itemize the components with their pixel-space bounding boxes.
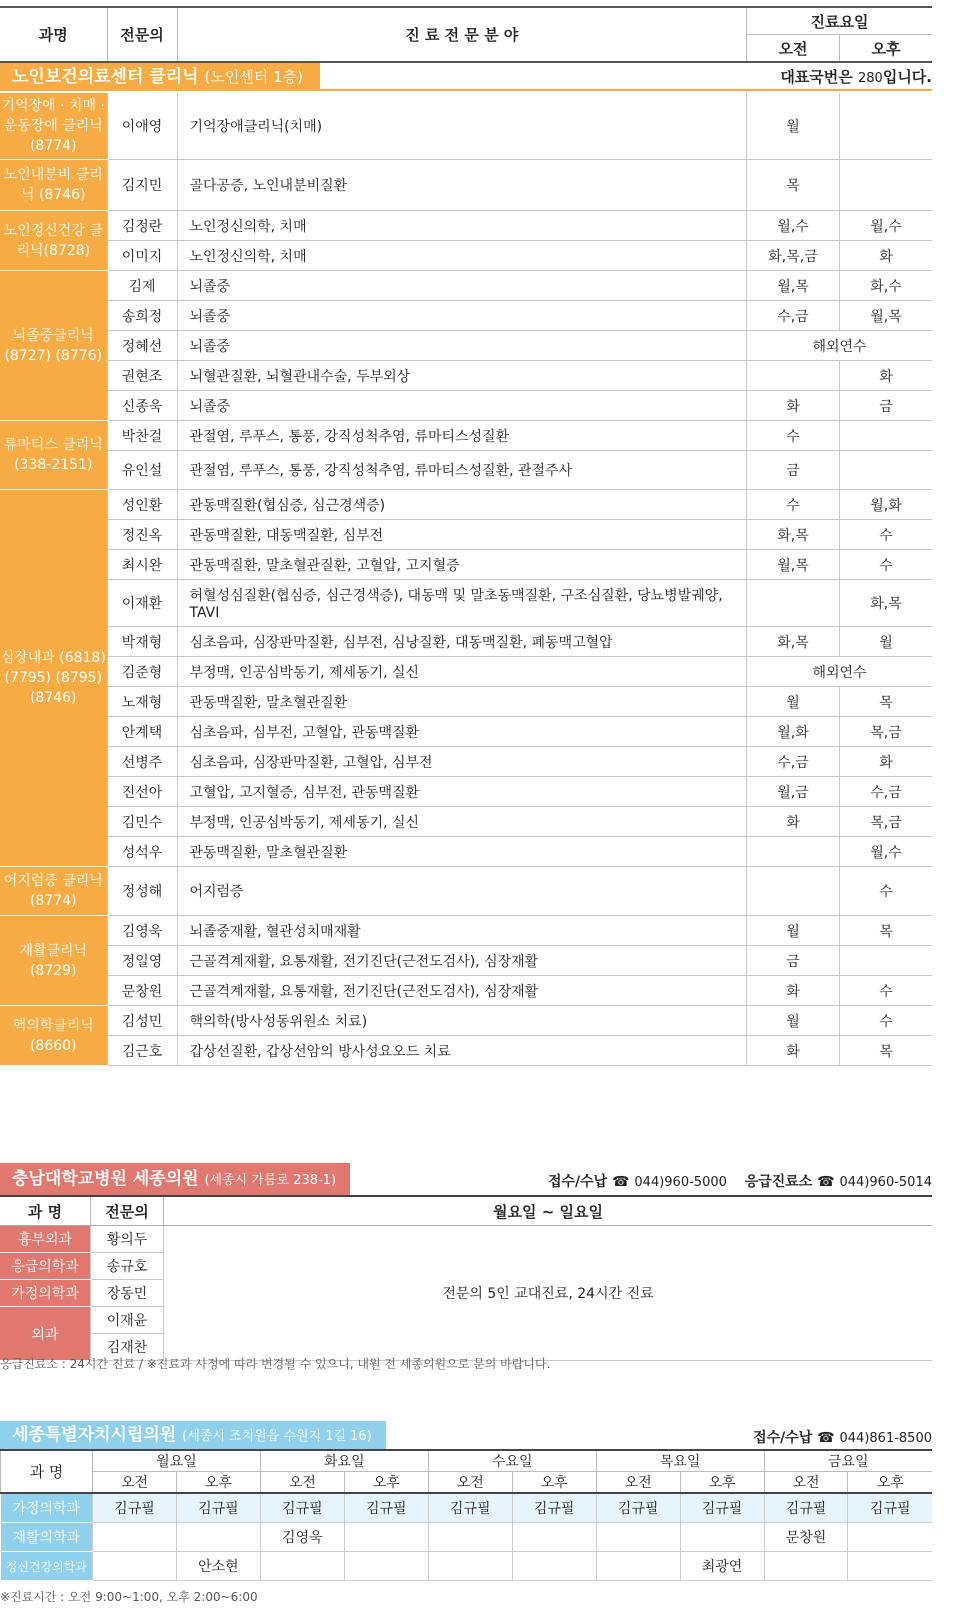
specialty-field: 노인정신의학, 치매 [177, 241, 747, 271]
days-header: 진료요일 [747, 7, 933, 35]
doctor-name [512, 1523, 596, 1552]
day-header: 화요일 [260, 1450, 428, 1472]
pm-header: 오후 [176, 1472, 260, 1494]
pm-days: 목 [840, 687, 933, 717]
clinic-name: 노인정신건강 클리닉(8728) [0, 211, 107, 271]
schedule-row [0, 807, 932, 837]
schedule-row [0, 837, 932, 867]
geriatric-section-header [0, 63, 932, 91]
emergency-label: 응급진료소 ☎ [744, 1174, 840, 1190]
representative-number [780, 63, 932, 93]
doctor-name: 김규필 [428, 1493, 512, 1523]
section-title: 노인보건의료센터 클리닉 [12, 67, 199, 87]
pm-days: 월 [840, 627, 933, 657]
am-days: 수 [747, 490, 840, 520]
doctor-name [764, 1552, 848, 1581]
doctor-name [344, 1552, 428, 1581]
pm-days: 월,수 [840, 837, 933, 867]
am-header: 오전 [764, 1472, 848, 1494]
doctor-name: 노재형 [107, 687, 177, 717]
am-header: 오전 [260, 1472, 344, 1494]
schedule-row [0, 627, 932, 657]
am-days: 월 [747, 687, 840, 717]
section3-title: 세종특별자치시립의원 [12, 1425, 177, 1445]
doctor-name [428, 1552, 512, 1581]
reception-label: 접수/수납 ☎ [753, 1430, 840, 1446]
am-days: 월,화 [747, 717, 840, 747]
pm-days: 목,금 [840, 807, 933, 837]
am-days: 수,금 [747, 747, 840, 777]
pm-days: 수 [840, 550, 933, 580]
pm-days: 수 [840, 1006, 933, 1036]
section3-title-band [0, 1421, 386, 1449]
doctor-name: 김규필 [176, 1493, 260, 1523]
schedule-row [0, 976, 932, 1006]
pm-days: 화,목 [840, 580, 933, 627]
doctor-name: 안계택 [107, 717, 177, 747]
section2-footnote: 응급진료소 : 24시간 진료 / ※진료과 사정에 따라 변경될 수 있으니, 내원 전 세종의원으로 문의 바랍니다. [0, 1357, 551, 1371]
pm-days: 화 [840, 361, 933, 391]
doctor-name: 문창원 [107, 976, 177, 1006]
section-subtitle: (노인센터 1층) [204, 68, 303, 86]
day-header: 목요일 [596, 1450, 764, 1472]
doctor-name: 김규필 [512, 1493, 596, 1523]
rep-num: 280 [858, 71, 883, 86]
am-days: 화 [747, 807, 840, 837]
am-days: 수 [747, 421, 840, 451]
pm-days [840, 160, 933, 211]
schedule-row [0, 421, 932, 451]
doctor-name: 황의두 [91, 1226, 164, 1253]
clinic-name: 재활클리닉 (8729) [0, 916, 107, 1006]
clinic-name: 어지럼증 클리닉(8774) [0, 867, 107, 916]
schedule-row [0, 550, 932, 580]
field-header: 진 료 전 문 분 야 [177, 7, 747, 62]
day-header: 월요일 [93, 1450, 261, 1472]
rep-prefix: 대표국번은 [780, 68, 858, 86]
doctor-name: 김민수 [107, 807, 177, 837]
specialty-field: 골다공증, 노인내분비질환 [177, 160, 747, 211]
schedule-row [0, 520, 932, 550]
doctor-name: 정진옥 [107, 520, 177, 550]
department-name: 정신건강의학과 [1, 1552, 93, 1581]
city-clinic-table [0, 1449, 932, 1581]
am-days: 월,금 [747, 777, 840, 807]
schedule-row [0, 777, 932, 807]
schedule-row [0, 331, 932, 361]
doctor-name: 박재형 [107, 627, 177, 657]
specialty-field: 관절염, 루푸스, 통풍, 강직성척추염, 류마티스성질환 [177, 421, 747, 451]
pm-days: 월,목 [840, 301, 933, 331]
dept-header: 과명 [0, 7, 107, 62]
doctor-name: 장동민 [91, 1280, 164, 1307]
specialty-field: 뇌혈관질환, 뇌혈관내수술, 두부외상 [177, 361, 747, 391]
am-days: 월,목 [747, 550, 840, 580]
schedule-row [0, 687, 932, 717]
doctor-name [680, 1523, 764, 1552]
doctor-header: 전문의 [107, 7, 177, 62]
day-header: 금요일 [764, 1450, 932, 1472]
doctor-name [596, 1552, 680, 1581]
pm-header: 오후 [680, 1472, 764, 1494]
doctor-name: 정일영 [107, 946, 177, 976]
section2-contact [548, 1171, 932, 1191]
doctor-name: 김지민 [107, 160, 177, 211]
specialty-field: 뇌졸중 [177, 271, 747, 301]
schedule-row [1, 1552, 933, 1581]
section3-footnote: ※진료시간 : 오전 9:00~1:00, 오후 2:00~6:00 [0, 1590, 258, 1604]
doctor-name [848, 1523, 932, 1552]
am-days: 화 [747, 1036, 840, 1066]
doctor-name: 이미지 [107, 241, 177, 271]
reception-number: 044)960-5000 [634, 1175, 727, 1190]
am-header: 오전 [428, 1472, 512, 1494]
doctor-name: 유인설 [107, 451, 177, 490]
dept-header: 과 명 [1, 1450, 93, 1493]
am-header: 오전 [93, 1472, 177, 1494]
am-days [747, 361, 840, 391]
department-name: 가정의학과 [0, 1280, 91, 1307]
doctor-name: 정성해 [107, 867, 177, 916]
reception-label: 접수/수납 ☎ [548, 1174, 635, 1190]
schedule-row [0, 867, 932, 916]
doctor-name: 이재윤 [91, 1307, 164, 1334]
doctor-name: 김제 [107, 271, 177, 301]
am-days: 월,목 [747, 271, 840, 301]
schedule-row [0, 451, 932, 490]
specialty-field: 관동맥질환, 말초혈관질환 [177, 837, 747, 867]
doctor-name: 김영욱 [107, 916, 177, 946]
schedule-row [0, 946, 932, 976]
clinic-name: 노인내분비 클리닉 (8746) [0, 160, 107, 211]
clinic-name: 핵의학클리닉 (8660) [0, 1006, 107, 1066]
specialty-field: 관동맥질환, 말초혈관질환 [177, 687, 747, 717]
schedule-row [0, 391, 932, 421]
schedule-row [0, 1036, 932, 1066]
pm-days: 수 [840, 867, 933, 916]
doctor-name: 김정란 [107, 211, 177, 241]
schedule-row [0, 1226, 932, 1253]
doctor-name: 정혜선 [107, 331, 177, 361]
pm-days: 목 [840, 916, 933, 946]
specialty-field: 심초음파, 심부전, 고혈압, 관동맥질환 [177, 717, 747, 747]
schedule-row [0, 747, 932, 777]
doctor-name [93, 1552, 177, 1581]
doctor-name: 김규필 [260, 1493, 344, 1523]
department-name: 가정의학과 [1, 1493, 93, 1523]
doctor-name: 김규필 [848, 1493, 932, 1523]
doctor-name [93, 1523, 177, 1552]
section3-subtitle: (세종시 조치원읍 수원지 1길 16) [182, 1429, 372, 1444]
department-name: 흉부외과 [0, 1226, 91, 1253]
specialty-field: 부정맥, 인공심박동기, 제세동기, 실신 [177, 657, 747, 687]
doctor-name [176, 1523, 260, 1552]
am-days: 화 [747, 976, 840, 1006]
specialty-field: 노인정신의학, 치매 [177, 211, 747, 241]
doctor-name: 김영욱 [260, 1523, 344, 1552]
clinic-name: 심장내과 (6818) (7795) (8795) (8746) [0, 490, 107, 867]
section3-contact [753, 1427, 932, 1447]
am-days: 화,목,금 [747, 241, 840, 271]
am-days: 월 [747, 1006, 840, 1036]
am-days [747, 867, 840, 916]
specialty-field: 심초음파, 심장판막질환, 고혈압, 심부전 [177, 747, 747, 777]
pm-days: 월,수 [840, 211, 933, 241]
doctor-name [260, 1552, 344, 1581]
geriatric-clinic-table [0, 6, 932, 1066]
schedule-row [0, 580, 932, 627]
specialty-field: 관동맥질환, 말초혈관질환, 고혈압, 고지혈증 [177, 550, 747, 580]
doctor-name: 김규필 [93, 1493, 177, 1523]
pm-days: 화,수 [840, 271, 933, 301]
schedule-row [0, 490, 932, 520]
doctor-name: 김규필 [680, 1493, 764, 1523]
specialty-field: 근골격계재활, 요통재활, 전기진단(근전도검사), 심장재활 [177, 976, 747, 1006]
schedule-row [0, 361, 932, 391]
schedule-row [1, 1493, 933, 1523]
specialty-field: 부정맥, 인공심박동기, 제세동기, 실신 [177, 807, 747, 837]
pm-days: 목,금 [840, 717, 933, 747]
doctor-name [512, 1552, 596, 1581]
doctor-name: 선병주 [107, 747, 177, 777]
specialty-field: 뇌졸중 [177, 331, 747, 361]
pm-days [840, 946, 933, 976]
pm-days: 수 [840, 976, 933, 1006]
doctor-name [428, 1523, 512, 1552]
specialty-field: 갑상선질환, 갑상선암의 방사성요오드 치료 [177, 1036, 747, 1066]
am-days: 금 [747, 451, 840, 490]
doctor-name: 김준형 [107, 657, 177, 687]
schedule-row [0, 241, 932, 271]
pm-days [840, 451, 933, 490]
am-days: 수,금 [747, 301, 840, 331]
specialty-field: 허혈성심질환(협심증, 심근경색증), 대동맥 및 말초동맥질환, 구조심질환, 당뇨병발궤양, TAVI [177, 580, 747, 627]
specialty-field: 관동맥질환(협심증, 심근경색증) [177, 490, 747, 520]
emergency-number: 044)960-5014 [839, 1175, 932, 1190]
doctor-name: 김규필 [344, 1493, 428, 1523]
specialty-field: 고혈압, 고지혈증, 심부전, 관동맥질환 [177, 777, 747, 807]
specialty-field: 관동맥질환, 대동맥질환, 심부전 [177, 520, 747, 550]
doctor-name: 김규필 [764, 1493, 848, 1523]
specialty-field: 근골격계재활, 요통재활, 전기진단(근전도검사), 심장재활 [177, 946, 747, 976]
am-days: 목 [747, 160, 840, 211]
reception-number: 044)861-8500 [839, 1431, 932, 1446]
specialty-field: 뇌졸중 [177, 301, 747, 331]
schedule-row [0, 1006, 932, 1036]
specialty-field: 기억장애클리닉(치매) [177, 93, 747, 160]
schedule-row [0, 717, 932, 747]
schedule-row [0, 211, 932, 241]
am-days: 화,목 [747, 520, 840, 550]
am-days: 화 [747, 391, 840, 421]
section2-subtitle: (세종시 가름로 238-1) [204, 1173, 337, 1188]
specialty-field: 뇌졸중 [177, 391, 747, 421]
specialty-field: 어지럼증 [177, 867, 747, 916]
dept-header: 과 명 [0, 1196, 91, 1226]
sejong-clinic-header [0, 1163, 932, 1195]
schedule-row [0, 301, 932, 331]
schedule-row [0, 916, 932, 946]
pm-days: 월,화 [840, 490, 933, 520]
doctor-name: 성인환 [107, 490, 177, 520]
doctor-name: 김재찬 [91, 1334, 164, 1361]
doctor-name: 최광연 [680, 1552, 764, 1581]
doctor-name: 이재환 [107, 580, 177, 627]
department-name: 응급의학과 [0, 1253, 91, 1280]
am-days: 월,수 [747, 211, 840, 241]
doctor-name: 송희정 [107, 301, 177, 331]
pm-days: 화 [840, 747, 933, 777]
pm-days: 수 [840, 520, 933, 550]
am-days [747, 580, 840, 627]
doctor-name: 신종욱 [107, 391, 177, 421]
doctor-name: 김근호 [107, 1036, 177, 1066]
schedule-row [0, 93, 932, 160]
am-days [747, 837, 840, 867]
clinic-name: 뇌졸중클리닉 (8727) (8776) [0, 271, 107, 421]
am-days: 월 [747, 93, 840, 160]
pm-header: 오후 [512, 1472, 596, 1494]
schedule-row [1, 1523, 933, 1552]
doctor-name: 송규호 [91, 1253, 164, 1280]
sejong-clinic-table [0, 1195, 932, 1361]
pm-days [840, 93, 933, 160]
section2-title-band [0, 1163, 350, 1195]
pm-days [840, 421, 933, 451]
rep-suffix: 입니다. [882, 68, 932, 86]
doctor-name: 안소현 [176, 1552, 260, 1581]
am-header: 오전 [596, 1472, 680, 1494]
schedule-row [0, 160, 932, 211]
specialty-field: 뇌졸중재활, 혈관성치매재활 [177, 916, 747, 946]
doctor-name: 김규필 [596, 1493, 680, 1523]
pm-days: 금 [840, 391, 933, 421]
specialty-field: 핵의학(방사성동위원소 치료) [177, 1006, 747, 1036]
doctor-header: 전문의 [91, 1196, 164, 1226]
specialty-field: 심초음파, 심장판막질환, 심부전, 심낭질환, 대동맥질환, 폐동맥고혈압 [177, 627, 747, 657]
department-name: 외과 [0, 1307, 91, 1361]
doctor-name: 김성민 [107, 1006, 177, 1036]
doctor-name: 진선아 [107, 777, 177, 807]
city-clinic-header [0, 1421, 932, 1449]
section-title-band [0, 63, 320, 91]
doctor-name [344, 1523, 428, 1552]
specialty-field: 관절염, 루푸스, 통풍, 강직성척추염, 류마티스성질환, 관절주사 [177, 451, 747, 490]
doctor-name: 이애영 [107, 93, 177, 160]
pm-days: 수,금 [840, 777, 933, 807]
days-header: 월요일 ~ 일요일 [164, 1196, 933, 1226]
schedule-row [0, 657, 932, 687]
pm-days: 화 [840, 241, 933, 271]
schedule-status: 해외연수 [747, 331, 933, 361]
am-header: 오전 [747, 35, 840, 63]
schedule-note: 전문의 5인 교대진료, 24시간 진료 [164, 1226, 933, 1361]
pm-header: 오후 [840, 35, 933, 63]
doctor-name [848, 1552, 932, 1581]
department-name: 재활의학과 [1, 1523, 93, 1552]
pm-header: 오후 [848, 1472, 932, 1494]
doctor-name: 성석우 [107, 837, 177, 867]
schedule-status: 해외연수 [747, 657, 933, 687]
pm-days: 목 [840, 1036, 933, 1066]
am-days: 금 [747, 946, 840, 976]
clinic-name: 류마티스 클리닉 (338-2151) [0, 421, 107, 490]
doctor-name: 문창원 [764, 1523, 848, 1552]
pm-header: 오후 [344, 1472, 428, 1494]
doctor-name: 최시완 [107, 550, 177, 580]
am-days: 화,목 [747, 627, 840, 657]
doctor-name [596, 1523, 680, 1552]
doctor-name: 박찬걸 [107, 421, 177, 451]
clinic-name: 기억장애 · 치매 · 운동장애 클리닉(8774) [0, 93, 107, 160]
schedule-row [0, 271, 932, 301]
doctor-name: 권현조 [107, 361, 177, 391]
day-header: 수요일 [428, 1450, 596, 1472]
section2-title: 충남대학교병원 세종의원 [12, 1169, 199, 1189]
am-days: 월 [747, 916, 840, 946]
